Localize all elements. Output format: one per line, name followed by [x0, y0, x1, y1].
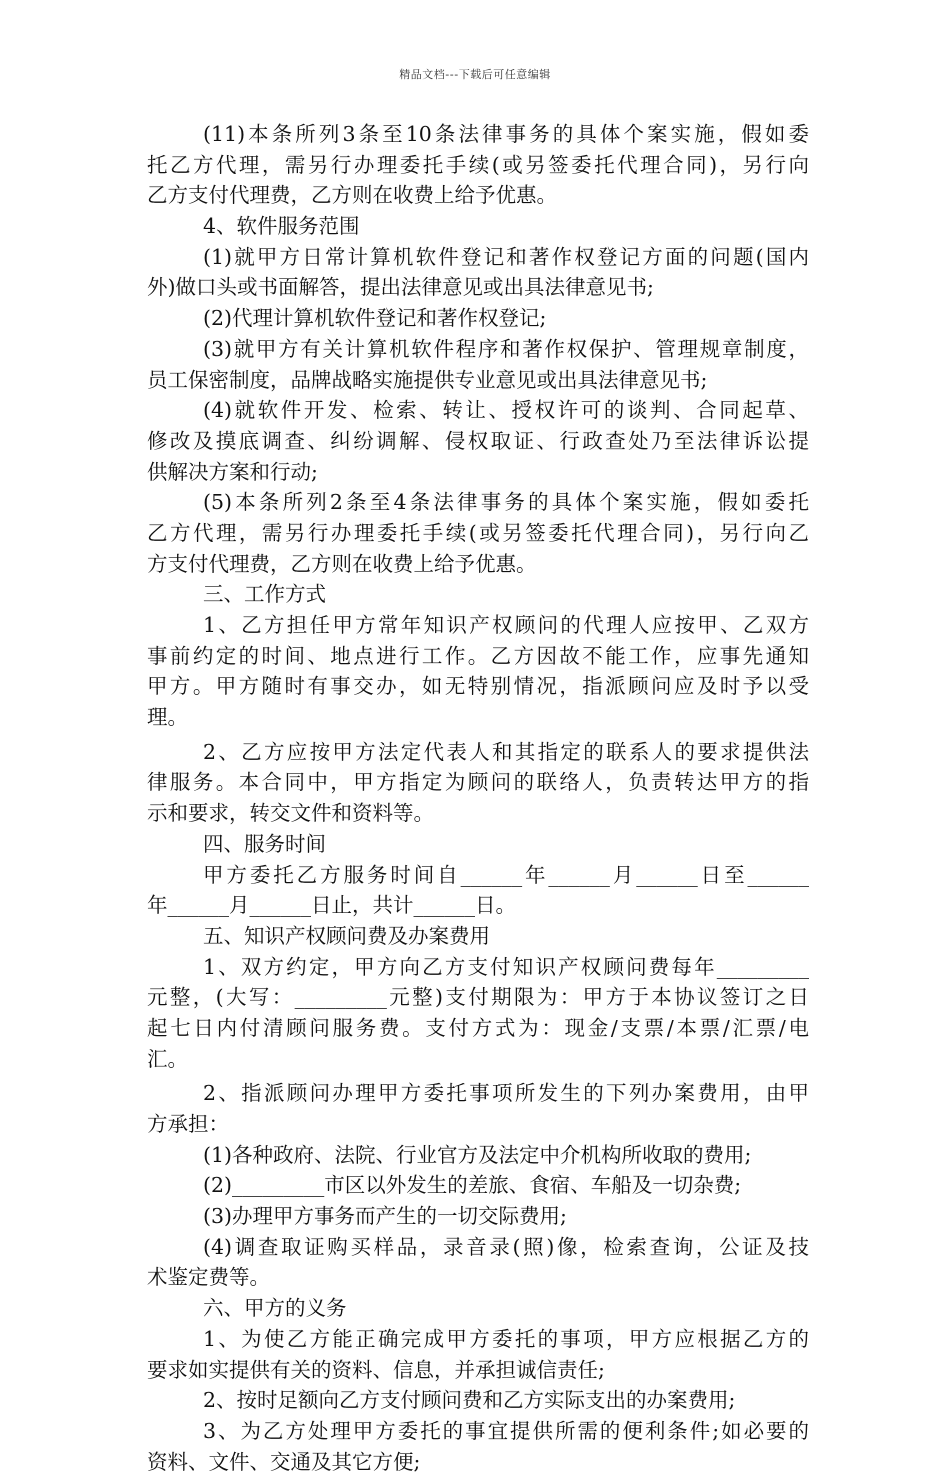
paragraph-line: 元整，(大写：_________元整)支付期限为：甲方于本协议签订之日	[147, 985, 809, 1010]
paragraph-line: 甲方委托乙方服务时间自______年______月______日至______	[203, 862, 809, 887]
paragraph-line: 托乙方代理，需另行办理委托手续(或另签委托代理合同)，另行向	[147, 152, 809, 177]
paragraph-line: (4)调查取证购买样品，录音录(照)像，检索查询，公证及技	[203, 1234, 809, 1259]
paragraph-line: (4)就软件开发、检索、转让、授权许可的谈判、合同起草、	[203, 398, 809, 423]
paragraph-line: 术鉴定费等。	[147, 1265, 270, 1290]
section-heading: 四、服务时间	[203, 831, 326, 856]
paragraph-line: 乙方代理，需另行办理委托手续(或另签委托代理合同)，另行向乙	[147, 520, 809, 545]
section-heading: 4、软件服务范围	[203, 214, 360, 239]
paragraph-line: (1)就甲方日常计算机软件登记和著作权登记方面的问题(国内	[203, 244, 809, 269]
paragraph-line: 方承担：	[147, 1112, 229, 1136]
paragraph-line: (2)_________市区以外发生的差旅、食宿、车船及一切杂费;	[203, 1173, 742, 1198]
paragraph-line: 甲方。甲方随时有事交办，如无特别情况，指派顾问应及时予以受	[147, 674, 809, 699]
paragraph-line: 1、双方约定，甲方向乙方支付知识产权顾问费每年_________	[203, 954, 809, 979]
section-heading: 五、知识产权顾问费及办案费用	[203, 923, 490, 948]
page-header: 精品文档---下载后可任意编辑	[399, 68, 551, 81]
paragraph-line: 员工保密制度，品牌战略实施提供专业意见或出具法律意见书;	[147, 367, 708, 392]
paragraph-line: 2、乙方应按甲方法定代表人和其指定的联系人的要求提供法	[203, 739, 809, 764]
paragraph-line: 资料、文件、交通及其它方便;	[147, 1449, 421, 1474]
paragraph-line: (3)办理甲方事务而产生的一切交际费用;	[203, 1204, 567, 1229]
paragraph-line: 要求如实提供有关的资料、信息，并承担诚信责任;	[147, 1357, 605, 1382]
paragraph-line: 外)做口头或书面解答，提出法律意见或出具法律意见书;	[147, 275, 654, 300]
paragraph-line: 事前约定的时间、地点进行工作。乙方因故不能工作，应事先通知	[147, 643, 809, 668]
paragraph-line: 起七日内付清顾问服务费。支付方式为：现金/支票/本票/汇票/电	[147, 1015, 809, 1040]
paragraph-line: 理。	[147, 705, 188, 730]
paragraph-line: 供解决方案和行动;	[147, 459, 318, 484]
paragraph-line: (11)本条所列3条至10条法律事务的具体个案实施，假如委	[203, 122, 809, 146]
document-body	[147, 119, 809, 1477]
section-heading: 三、工作方式	[203, 582, 326, 607]
paragraph-line: 2、按时足额向乙方支付顾问费和乙方实际支出的办案费用;	[203, 1388, 736, 1413]
paragraph-line: 1、为使乙方能正确完成甲方委托的事项，甲方应根据乙方的	[203, 1326, 809, 1351]
paragraph-line: 年______月______日止，共计______日。	[147, 893, 516, 918]
paragraph-line: (3)就甲方有关计算机软件程序和著作权保护、管理规章制度，	[203, 336, 809, 361]
paragraph-line: 汇。	[147, 1046, 188, 1071]
paragraph-line: 方支付代理费，乙方则在收费上给予优惠。	[147, 551, 537, 576]
paragraph-line: 律服务。本合同中，甲方指定为顾问的联络人，负责转达甲方的指	[147, 770, 809, 795]
paragraph-line: 示和要求，转交文件和资料等。	[147, 801, 434, 826]
paragraph-line: 3、为乙方处理甲方委托的事宜提供所需的便利条件;如必要的	[203, 1418, 809, 1443]
paragraph-line: (5)本条所列2条至4条法律事务的具体个案实施，假如委托	[203, 490, 809, 515]
paragraph-line: 修改及摸底调查、纠纷调解、侵权取证、行政查处乃至法律诉讼提	[147, 428, 809, 453]
section-heading: 六、甲方的义务	[203, 1296, 347, 1321]
paragraph-line: (1)各种政府、法院、行业官方及法定中介机构所收取的费用;	[203, 1142, 752, 1167]
paragraph-line: (2)代理计算机软件登记和著作权登记;	[203, 306, 547, 331]
paragraph-line: 2、指派顾问办理甲方委托事项所发生的下列办案费用，由甲	[203, 1081, 809, 1106]
paragraph-line: 乙方支付代理费，乙方则在收费上给予优惠。	[147, 183, 557, 208]
paragraph-line: 1、乙方担任甲方常年知识产权顾问的代理人应按甲、乙双方	[203, 613, 809, 637]
